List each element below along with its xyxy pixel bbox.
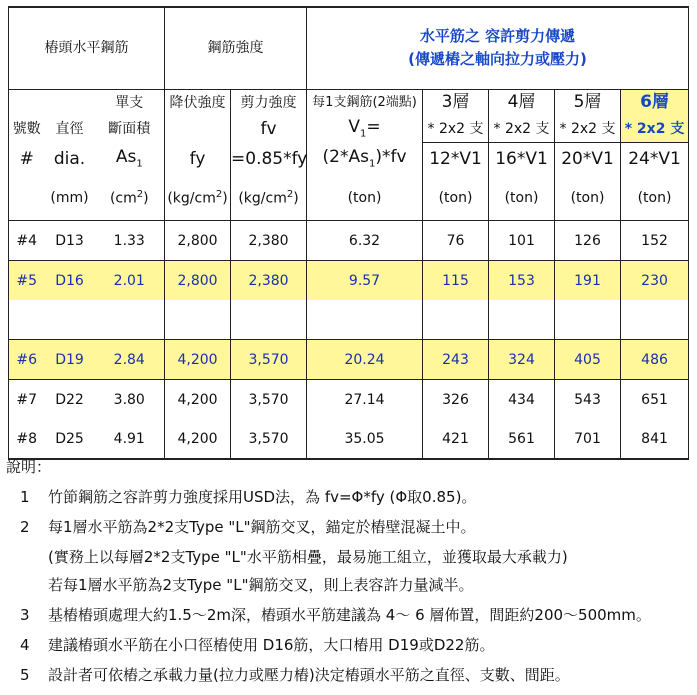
unit-l4: (ton) [489, 176, 555, 221]
cell-v1: 9.57 [307, 261, 423, 301]
layer-formula-4: 16*V1 [489, 142, 555, 176]
note-item [6, 608, 651, 623]
area-symbol-main: As [115, 146, 137, 167]
unit-fv-sup: 2 [286, 189, 294, 201]
layer-name-5: 5層 [555, 89, 621, 116]
unit-area-close: ) [143, 190, 149, 207]
cell-no: #4 [9, 221, 45, 261]
table-row [9, 221, 689, 261]
note-item [6, 520, 476, 535]
v1-symbol-eq: = [366, 116, 381, 137]
area-symbol-sub: 1 [136, 158, 143, 170]
cell-dia: D25 [45, 419, 95, 459]
table-row [9, 340, 689, 380]
unit-area-main: (cm [109, 190, 137, 207]
layer-formula-6: 24*V1 [621, 142, 689, 176]
dia-symbol: dia. [53, 148, 86, 169]
no-label: 號數 [9, 116, 45, 142]
cell-l6: 152 [621, 221, 689, 261]
cell-dia: D13 [55, 232, 84, 249]
note-item [6, 638, 494, 653]
v1-label: 每1支鋼筋(2端點) [307, 89, 423, 116]
table-row [9, 261, 689, 301]
cell-fv: 2,380 [231, 221, 307, 261]
cell-l4: 153 [489, 261, 555, 301]
unit-fy-main: (kg/cm [167, 190, 216, 207]
layer-formula-5: 20*V1 [555, 142, 621, 176]
cell-fy: 2,800 [165, 221, 231, 261]
note-item [6, 550, 568, 565]
note-number: 1 [20, 488, 30, 506]
note-text: 基樁樁頭處理大約1.5～2m深，樁頭水平筋建議為 4～ 6 層佈置，間距約200～500mm。 [48, 606, 651, 624]
no-symbol: # [9, 142, 45, 176]
note-number: 3 [20, 606, 30, 624]
layer-per-6: * 2x2 支 [621, 116, 689, 142]
cell-l5: 701 [555, 419, 621, 459]
cell-l4: 434 [489, 380, 555, 420]
cell-v1: 6.32 [307, 221, 423, 261]
layer-formula-3: 12*V1 [423, 142, 489, 176]
cell-fv: 2,380 [231, 261, 307, 301]
rebar-table-frame [8, 6, 688, 456]
area-label2: 斷面積 [95, 116, 165, 142]
cell-area: 2.84 [95, 340, 165, 380]
unit-fy-sup: 2 [215, 189, 223, 201]
note-item [6, 490, 476, 505]
note-text: (實務上以每層2*2支Type "L"水平筋相疊，最易施工組立，並獲取最大承載力) [48, 548, 568, 566]
pile-head-header: 樁頭水平鋼筋 [9, 7, 165, 89]
cell-fy: 2,800 [165, 261, 231, 301]
v1-formula-a: (2*As [322, 146, 369, 167]
unit-v1: (ton) [307, 176, 423, 221]
fy-label: 降伏強度 [165, 89, 231, 116]
cell-l5: 543 [555, 380, 621, 420]
layer-per-5: * 2x2 支 [555, 116, 621, 142]
unit-fv-main: (kg/cm [238, 190, 287, 207]
note-text: 每1層水平筋為2*2支Type "L"鋼筋交叉，錨定於樁壁混凝土中。 [48, 518, 476, 536]
cell-l6: 651 [621, 380, 689, 420]
cell-v1: 35.05 [307, 419, 423, 459]
cell-no: #6 [9, 340, 45, 380]
layer-per-4: * 2x2 支 [489, 116, 555, 142]
cell-l3: 326 [423, 380, 489, 420]
note-item [6, 668, 570, 683]
fv-symbol: fv [231, 116, 307, 142]
cell-fy: 4,200 [165, 340, 231, 380]
shear-title-line2: (傳遞樁之軸向拉力或壓力) [408, 50, 587, 69]
unit-area-sup: 2 [136, 189, 144, 201]
area-label1: 單支 [95, 89, 165, 116]
v1-symbol-sub: 1 [360, 128, 367, 140]
cell-dia: D16 [45, 261, 95, 301]
cell-area: 4.91 [95, 419, 165, 459]
unit-l6: (ton) [621, 176, 689, 221]
cell-l5: 405 [555, 340, 621, 380]
note-text: 設計者可依樁之承載力量(拉力或壓力樁)決定樁頭水平筋之直徑、支數、間距。 [48, 666, 570, 684]
rebar-shear-table [8, 6, 689, 460]
v1-formula-sub: 1 [368, 158, 376, 170]
cell-fy: 4,200 [165, 419, 231, 459]
unit-fy-close: ) [222, 190, 228, 207]
table-row [9, 380, 689, 420]
layer-per-3: * 2x2 支 [423, 116, 489, 142]
cell-dia: D22 [45, 380, 95, 420]
cell-dia: D19 [45, 340, 95, 380]
note-text: 竹節鋼筋之容許剪力強度採用USD法，為 fv=Φ*fy (Φ取0.85)。 [48, 488, 477, 506]
cell-v1: 20.24 [307, 340, 423, 380]
cell-v1: 27.14 [307, 380, 423, 420]
area-symbol [95, 142, 165, 176]
cell-fy: 4,200 [165, 380, 231, 420]
cell-fv: 3,570 [231, 340, 307, 380]
cell-l4: 101 [489, 221, 555, 261]
v1-formula [307, 142, 423, 176]
cell-l6: 486 [621, 340, 689, 380]
rebar-strength-header: 鋼筋強度 [165, 7, 307, 89]
cell-fv: 3,570 [231, 380, 307, 420]
v1-symbol [307, 116, 423, 142]
unit-l5: (ton) [555, 176, 621, 221]
cell-area: 1.33 [95, 221, 165, 261]
cell-l4: 561 [489, 419, 555, 459]
note-number: 2 [20, 518, 30, 536]
cell-l5: 191 [555, 261, 621, 301]
layer-name-4: 4層 [489, 89, 555, 116]
unit-area [95, 176, 165, 221]
table-row [9, 419, 689, 459]
unit-dia: (mm) [45, 176, 95, 221]
cell-l4: 324 [489, 340, 555, 380]
layer-name-3: 3層 [423, 89, 489, 116]
cell-no: #5 [9, 261, 45, 301]
note-text: 若每1層水平筋為2支Type "L"鋼筋交叉，則上表容許力量減半。 [48, 576, 474, 594]
layer-name-6: 6層 [621, 89, 689, 116]
unit-fy [165, 176, 231, 221]
cell-l3: 421 [423, 419, 489, 459]
cell-l6: 230 [621, 261, 689, 301]
cell-area: 2.01 [95, 261, 165, 301]
dia-label: 直徑 [55, 121, 84, 137]
cell-area: 3.80 [95, 380, 165, 420]
cell-l6: 841 [621, 419, 689, 459]
note-item [6, 578, 473, 593]
note-number: 5 [20, 666, 30, 684]
cell-l3: 115 [423, 261, 489, 301]
cell-no: #7 [9, 380, 45, 420]
cell-no: #8 [9, 419, 45, 459]
shear-title-line1: 水平筋之 容許剪力傳遞 [419, 27, 576, 46]
cell-l3: 243 [423, 340, 489, 380]
note-text: 建議樁頭水平筋在小口徑樁使用 D16筋，大口樁用 D19或D22筋。 [48, 636, 495, 654]
unit-l3: (ton) [423, 176, 489, 221]
fv-label: 剪力強度 [231, 89, 307, 116]
v1-formula-b: )*fv [375, 146, 407, 167]
v1-symbol-main: V [348, 116, 361, 137]
fy-symbol: fy [165, 142, 231, 176]
unit-fv-close: ) [293, 190, 299, 207]
notes-heading: 說明： [6, 458, 52, 476]
note-number: 4 [20, 636, 30, 654]
fv-formula: =0.85*fy [231, 142, 307, 176]
cell-l3: 76 [423, 221, 489, 261]
cell-fv: 3,570 [231, 419, 307, 459]
cell-l5: 126 [555, 221, 621, 261]
unit-fv [231, 176, 307, 221]
shear-transfer-header [307, 7, 689, 89]
